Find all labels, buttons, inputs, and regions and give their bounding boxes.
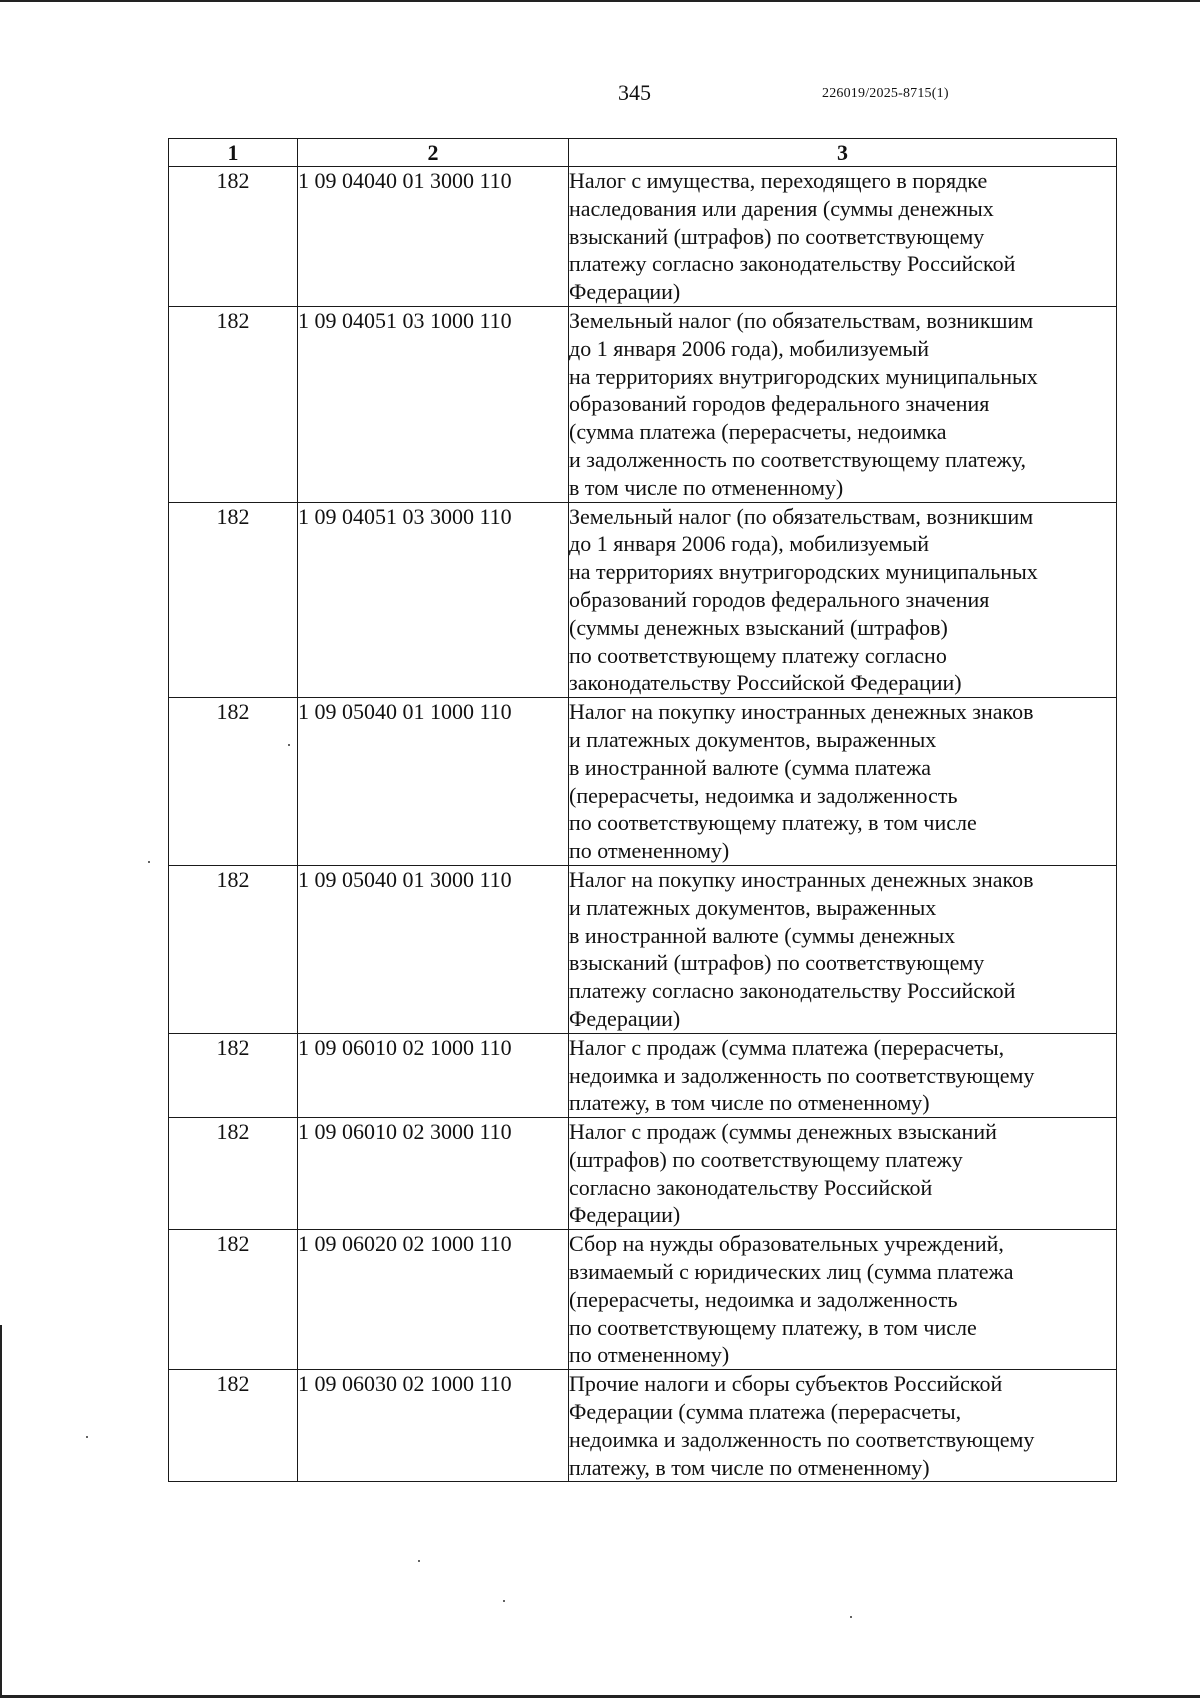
admin-code-cell: 182: [169, 865, 298, 1033]
budget-code-cell: 1 09 04051 03 3000 110: [298, 502, 569, 698]
table-row: [169, 1118, 1117, 1230]
budget-code-cell: 1 09 06010 02 3000 110: [298, 1118, 569, 1230]
table-row: [169, 167, 1117, 307]
admin-code-cell: 182: [169, 698, 298, 866]
admin-code-cell: 182: [169, 502, 298, 698]
description-cell: Земельный налог (по обязательствам, возникшим до 1 января 2006 года), мобилизуемый на территориях внутригородских муниципальных образований городов федерального значения (суммы денежных взысканий (штрафов) по соответствующему платежу согласно законодательству Российской Федерации): [569, 502, 1117, 698]
table-row: [169, 865, 1117, 1033]
scan-speck: [503, 1600, 505, 1602]
document-id: 226019/2025-8715(1): [822, 86, 949, 101]
admin-code-cell: 182: [169, 1118, 298, 1230]
column-header-1: 1: [169, 139, 298, 167]
table-row: [169, 1370, 1117, 1482]
scan-speck: [288, 744, 290, 746]
budget-code-cell: 1 09 04040 01 3000 110: [298, 167, 569, 307]
scan-speck: [148, 861, 150, 863]
budget-code-cell: 1 09 06020 02 1000 110: [298, 1230, 569, 1370]
description-cell: Сбор на нужды образовательных учреждений, взимаемый с юридических лиц (сумма платежа (перерасчеты, недоимка и задолженность по соответствующему платежу, в том числе по отмененному): [569, 1230, 1117, 1370]
admin-code-cell: 182: [169, 1370, 298, 1482]
table-row: [169, 502, 1117, 698]
column-header-3: 3: [569, 139, 1117, 167]
description-cell: Налог с имущества, переходящего в порядке наследования или дарения (суммы денежных взысканий (штрафов) по соответствующему платежу согласно законодательству Российской Федерации): [569, 167, 1117, 307]
description-cell: Налог на покупку иностранных денежных знаков и платежных документов, выраженных в иностранной валюте (суммы денежных взысканий (штрафов) по соответствующему платежу согласно законодательству Российской Федерации): [569, 865, 1117, 1033]
budget-code-cell: 1 09 05040 01 1000 110: [298, 698, 569, 866]
column-header-2: 2: [298, 139, 569, 167]
budget-code-cell: 1 09 06030 02 1000 110: [298, 1370, 569, 1482]
admin-code-cell: 182: [169, 1033, 298, 1117]
scan-speck: [418, 1560, 420, 1562]
description-cell: Налог на покупку иностранных денежных знаков и платежных документов, выраженных в иностранной валюте (сумма платежа (перерасчеты, недоимка и задолженность по соответствующему платежу, в том числе по отмененному): [569, 698, 1117, 866]
budget-code-cell: 1 09 05040 01 3000 110: [298, 865, 569, 1033]
budget-code-cell: 1 09 06010 02 1000 110: [298, 1033, 569, 1117]
table-body: [169, 167, 1117, 1482]
admin-code-cell: 182: [169, 167, 298, 307]
table-row: [169, 698, 1117, 866]
scan-edge-left: [0, 1325, 2, 1698]
scan-speck: [86, 1436, 88, 1438]
page-number: 345: [618, 80, 651, 105]
description-cell: Налог с продаж (сумма платежа (перерасчеты, недоимка и задолженность по соответствующему платежу, в том числе по отмененному): [569, 1033, 1117, 1117]
description-cell: Прочие налоги и сборы субъектов Российской Федерации (сумма платежа (перерасчеты, недоимка и задолженность по соответствующему платежу, в том числе по отмененному): [569, 1370, 1117, 1482]
table-row: [169, 1230, 1117, 1370]
admin-code-cell: 182: [169, 1230, 298, 1370]
scan-speck: [850, 1616, 852, 1618]
admin-code-cell: 182: [169, 306, 298, 502]
description-cell: Земельный налог (по обязательствам, возникшим до 1 января 2006 года), мобилизуемый на территориях внутригородских муниципальных образований городов федерального значения (сумма платежа (перерасчеты, недоимка и задолженность по соответствующему платежу, в том числе по отмененному): [569, 306, 1117, 502]
budget-code-cell: 1 09 04051 03 1000 110: [298, 306, 569, 502]
description-cell: Налог с продаж (суммы денежных взысканий (штрафов) по соответствующему платежу согласно законодательству Российской Федерации): [569, 1118, 1117, 1230]
table-row: [169, 306, 1117, 502]
table-row: [169, 1033, 1117, 1117]
table-header-row: [169, 139, 1117, 167]
scan-edge-top: [0, 0, 1200, 2]
budget-codes-table: [168, 138, 1117, 1482]
